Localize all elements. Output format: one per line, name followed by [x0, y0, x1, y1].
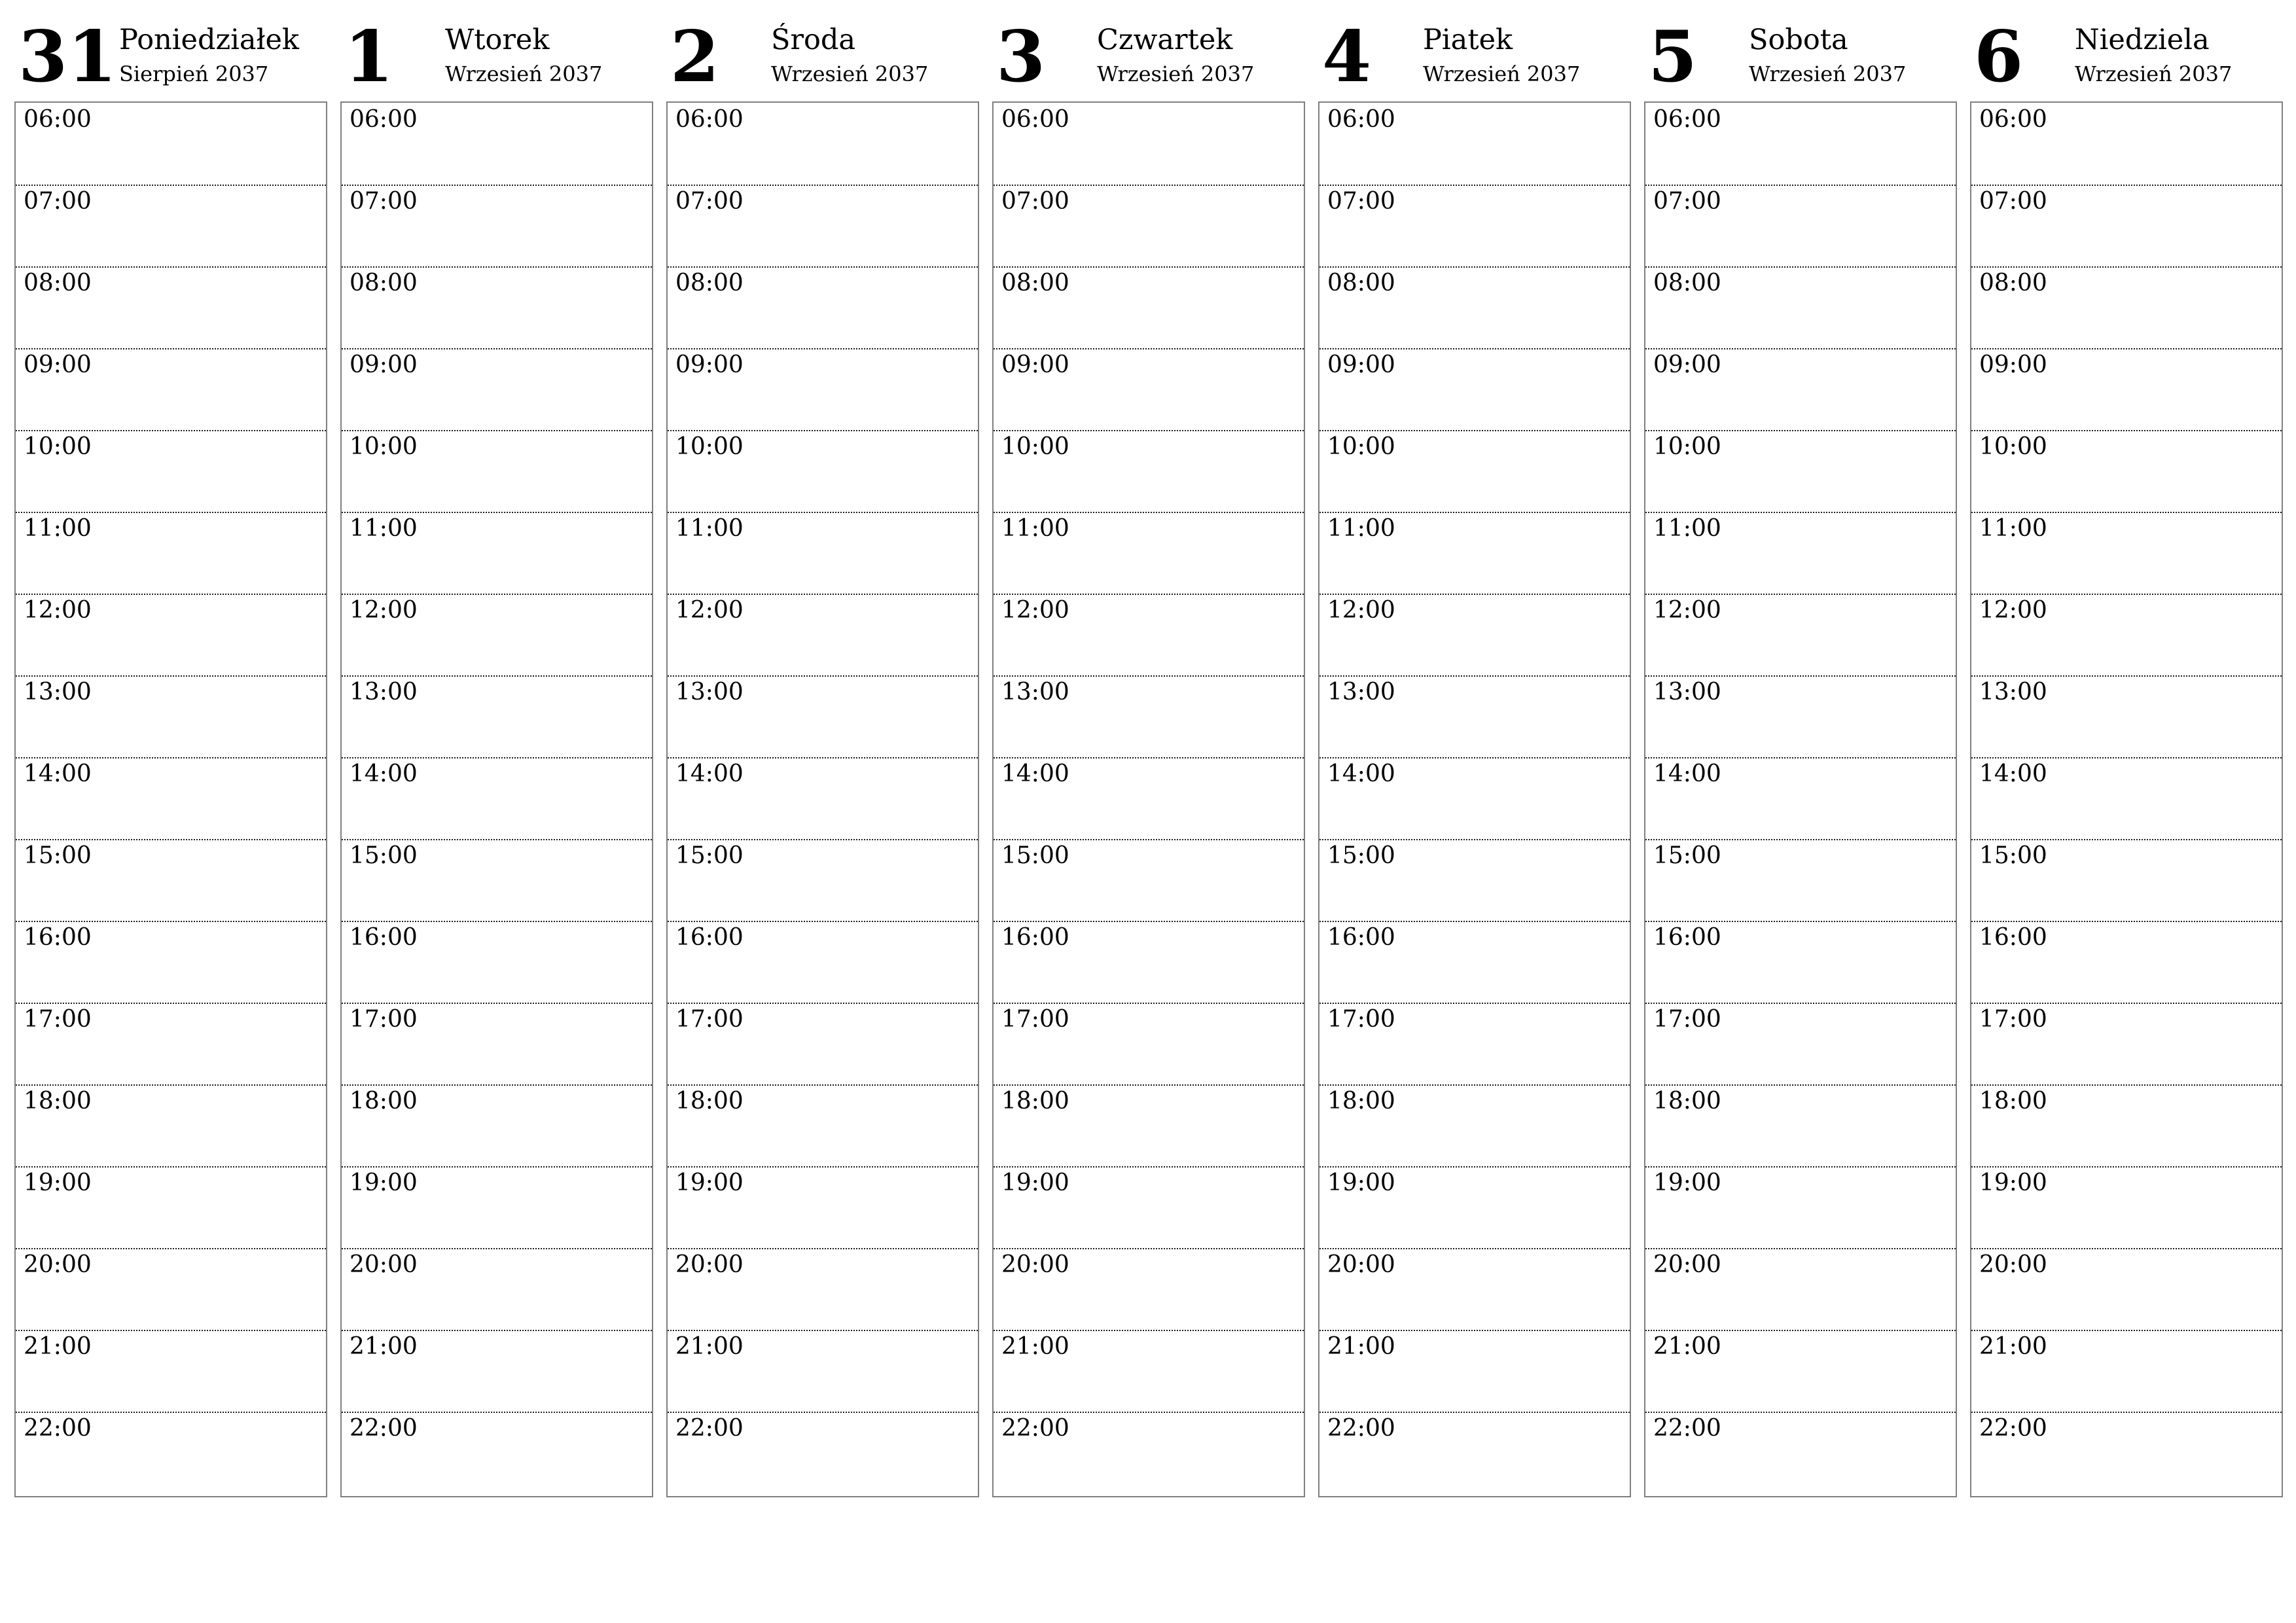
hour-label: 16:00	[1327, 924, 1395, 951]
day-name: Sobota	[1749, 24, 1848, 56]
hour-label: 06:00	[1979, 106, 2047, 133]
day-number: 2	[670, 16, 720, 98]
hour-label: 13:00	[24, 679, 92, 705]
hour-label: 11:00	[675, 515, 744, 542]
hour-slot[interactable]	[1971, 266, 2282, 349]
hour-slot[interactable]	[1645, 1084, 1956, 1168]
hour-label: 09:00	[1653, 351, 1721, 378]
hour-label: 15:00	[350, 842, 418, 869]
hour-slot[interactable]	[342, 675, 652, 758]
hour-label: 13:00	[1979, 679, 2047, 705]
hour-slot[interactable]	[1319, 1003, 1630, 1086]
day-column	[1318, 0, 1631, 1505]
hour-slot[interactable]	[342, 921, 652, 1004]
hour-slot[interactable]	[16, 675, 326, 758]
day-schedule-box	[14, 101, 327, 1497]
hour-label: 12:00	[675, 597, 744, 624]
hour-slot[interactable]	[16, 921, 326, 1004]
hour-slot[interactable]	[1319, 675, 1630, 758]
hour-slot[interactable]	[1319, 430, 1630, 513]
hour-slot[interactable]	[16, 266, 326, 349]
hour-slot[interactable]	[668, 1166, 978, 1249]
hour-label: 19:00	[1001, 1169, 1069, 1196]
hour-label: 19:00	[675, 1169, 744, 1196]
hour-label: 22:00	[350, 1415, 418, 1442]
day-month-year: Wrzesień 2037	[1423, 62, 1581, 86]
hour-slot[interactable]	[1971, 430, 2282, 513]
hour-slot[interactable]	[1319, 1412, 1630, 1493]
hour-label: 06:00	[1001, 106, 1069, 133]
day-schedule-box	[666, 101, 979, 1497]
day-name: Niedziela	[2075, 24, 2210, 56]
hour-slot[interactable]	[668, 185, 978, 268]
hour-slot[interactable]	[668, 1003, 978, 1086]
hour-slot[interactable]	[668, 675, 978, 758]
hour-label: 21:00	[350, 1333, 418, 1360]
hour-slot[interactable]	[16, 1084, 326, 1168]
day-number: 3	[996, 16, 1046, 98]
hour-slot[interactable]	[994, 757, 1304, 840]
hour-slot[interactable]	[994, 185, 1304, 268]
hour-label: 10:00	[1653, 433, 1721, 460]
hour-label: 06:00	[24, 106, 92, 133]
hour-slot[interactable]	[994, 1003, 1304, 1086]
hour-label: 18:00	[1327, 1088, 1395, 1115]
hour-slot[interactable]	[994, 921, 1304, 1004]
hour-slot[interactable]	[342, 430, 652, 513]
hour-label: 10:00	[1979, 433, 2047, 460]
hour-slot[interactable]	[668, 430, 978, 513]
hour-label: 12:00	[1979, 597, 2047, 624]
day-header	[1644, 0, 1957, 98]
hour-label: 13:00	[675, 679, 744, 705]
hour-label: 08:00	[350, 270, 418, 296]
hour-slot[interactable]	[1971, 757, 2282, 840]
hour-label: 21:00	[1001, 1333, 1069, 1360]
hour-slot[interactable]	[1645, 348, 1956, 431]
hour-slot[interactable]	[342, 1166, 652, 1249]
hour-label: 18:00	[1001, 1088, 1069, 1115]
hour-slot[interactable]	[342, 1003, 652, 1086]
hour-label: 08:00	[1327, 270, 1395, 296]
hour-slot[interactable]	[1645, 185, 1956, 268]
hour-label: 11:00	[1979, 515, 2047, 542]
hour-slot[interactable]	[1319, 1248, 1630, 1331]
hour-slot[interactable]	[1319, 103, 1630, 186]
hour-slot[interactable]	[1645, 675, 1956, 758]
hour-label: 17:00	[24, 1006, 92, 1033]
hour-slot[interactable]	[994, 594, 1304, 677]
day-header	[666, 0, 979, 98]
hour-label: 14:00	[1327, 760, 1395, 787]
hour-label: 10:00	[350, 433, 418, 460]
hour-slot[interactable]	[1971, 1003, 2282, 1086]
day-month-year: Wrzesień 2037	[445, 62, 603, 86]
hour-label: 17:00	[1327, 1006, 1395, 1033]
hour-slot[interactable]	[1645, 266, 1956, 349]
hour-slot[interactable]	[994, 266, 1304, 349]
hour-slot[interactable]	[16, 512, 326, 595]
hour-label: 22:00	[1979, 1415, 2047, 1442]
hour-label: 16:00	[1979, 924, 2047, 951]
hour-slot[interactable]	[1319, 1330, 1630, 1413]
day-name: Wtorek	[445, 24, 550, 56]
hour-label: 09:00	[1979, 351, 2047, 378]
hour-slot[interactable]	[994, 839, 1304, 922]
hour-label: 11:00	[350, 515, 418, 542]
hour-slot[interactable]	[668, 103, 978, 186]
hour-label: 20:00	[24, 1251, 92, 1278]
hour-label: 21:00	[1979, 1333, 2047, 1360]
day-name: Czwartek	[1097, 24, 1233, 56]
hour-label: 06:00	[350, 106, 418, 133]
hour-label: 21:00	[1327, 1333, 1395, 1360]
hour-slot[interactable]	[994, 675, 1304, 758]
hour-label: 08:00	[24, 270, 92, 296]
day-schedule-box	[1318, 101, 1631, 1497]
hour-label: 17:00	[1001, 1006, 1069, 1033]
hour-slot[interactable]	[668, 512, 978, 595]
day-month-year: Wrzesień 2037	[771, 62, 929, 86]
hour-slot[interactable]	[1645, 757, 1956, 840]
hour-slot[interactable]	[16, 185, 326, 268]
hour-label: 10:00	[675, 433, 744, 460]
hour-slot[interactable]	[1645, 1330, 1956, 1413]
hour-slot[interactable]	[994, 1412, 1304, 1493]
hour-slot[interactable]	[1645, 1412, 1956, 1493]
hour-label: 18:00	[24, 1088, 92, 1115]
hour-label: 13:00	[1653, 679, 1721, 705]
hour-slot[interactable]	[16, 430, 326, 513]
weekly-planner	[14, 0, 2292, 1505]
day-header	[14, 0, 327, 98]
hour-slot[interactable]	[16, 103, 326, 186]
hour-label: 09:00	[1327, 351, 1395, 378]
hour-label: 14:00	[24, 760, 92, 787]
hour-slot[interactable]	[1971, 512, 2282, 595]
hour-label: 07:00	[1001, 188, 1069, 215]
hour-label: 06:00	[1653, 106, 1721, 133]
day-name: Piatek	[1423, 24, 1513, 56]
hour-label: 17:00	[1979, 1006, 2047, 1033]
hour-label: 12:00	[1327, 597, 1395, 624]
hour-slot[interactable]	[1645, 1003, 1956, 1086]
hour-label: 16:00	[675, 924, 744, 951]
hour-slot[interactable]	[1319, 348, 1630, 431]
hour-slot[interactable]	[1645, 103, 1956, 186]
day-column	[992, 0, 1305, 1505]
hour-label: 08:00	[1653, 270, 1721, 296]
hour-slot[interactable]	[668, 348, 978, 431]
hour-slot[interactable]	[668, 266, 978, 349]
hour-label: 22:00	[1653, 1415, 1721, 1442]
hour-slot[interactable]	[1971, 103, 2282, 186]
hour-slot[interactable]	[16, 1248, 326, 1331]
hour-label: 22:00	[24, 1415, 92, 1442]
hour-slot[interactable]	[1319, 185, 1630, 268]
hour-label: 18:00	[1979, 1088, 2047, 1115]
day-schedule-box	[992, 101, 1305, 1497]
hour-slot[interactable]	[668, 1084, 978, 1168]
day-number: 31	[18, 16, 117, 98]
hour-slot[interactable]	[1645, 430, 1956, 513]
hour-label: 19:00	[1653, 1169, 1721, 1196]
hour-label: 12:00	[24, 597, 92, 624]
hour-label: 11:00	[1327, 515, 1395, 542]
hour-label: 10:00	[1327, 433, 1395, 460]
hour-slot[interactable]	[1971, 921, 2282, 1004]
hour-label: 14:00	[1979, 760, 2047, 787]
hour-label: 10:00	[1001, 433, 1069, 460]
day-number: 5	[1648, 16, 1698, 98]
day-month-year: Sierpień 2037	[119, 62, 269, 86]
hour-label: 18:00	[675, 1088, 744, 1115]
hour-slot[interactable]	[1319, 1084, 1630, 1168]
day-column	[1970, 0, 2283, 1505]
hour-label: 16:00	[1001, 924, 1069, 951]
hour-label: 20:00	[350, 1251, 418, 1278]
hour-label: 08:00	[1001, 270, 1069, 296]
hour-label: 07:00	[1653, 188, 1721, 215]
hour-slot[interactable]	[668, 757, 978, 840]
hour-label: 14:00	[1001, 760, 1069, 787]
hour-label: 09:00	[675, 351, 744, 378]
hour-label: 09:00	[1001, 351, 1069, 378]
hour-label: 20:00	[1001, 1251, 1069, 1278]
hour-slot[interactable]	[342, 594, 652, 677]
hour-label: 07:00	[1327, 188, 1395, 215]
hour-label: 09:00	[24, 351, 92, 378]
day-column	[340, 0, 653, 1505]
hour-label: 07:00	[1979, 188, 2047, 215]
hour-slot[interactable]	[1971, 1412, 2282, 1493]
hour-slot[interactable]	[1645, 594, 1956, 677]
hour-label: 15:00	[1001, 842, 1069, 869]
hour-label: 22:00	[1327, 1415, 1395, 1442]
day-name: Środa	[771, 24, 856, 56]
hour-label: 20:00	[675, 1251, 744, 1278]
hour-slot[interactable]	[342, 266, 652, 349]
hour-slot[interactable]	[1971, 185, 2282, 268]
hour-slot[interactable]	[994, 1166, 1304, 1249]
hour-label: 21:00	[675, 1333, 744, 1360]
hour-slot[interactable]	[342, 512, 652, 595]
hour-label: 15:00	[1327, 842, 1395, 869]
hour-slot[interactable]	[16, 348, 326, 431]
day-header	[340, 0, 653, 98]
hour-label: 21:00	[1653, 1333, 1721, 1360]
day-name: Poniedziałek	[119, 24, 299, 56]
hour-label: 07:00	[350, 188, 418, 215]
hour-label: 06:00	[675, 106, 744, 133]
hour-label: 09:00	[350, 351, 418, 378]
hour-label: 12:00	[1653, 597, 1721, 624]
hour-label: 19:00	[350, 1169, 418, 1196]
hour-slot[interactable]	[1971, 348, 2282, 431]
hour-slot[interactable]	[342, 1248, 652, 1331]
hour-slot[interactable]	[1645, 1166, 1956, 1249]
hour-slot[interactable]	[342, 185, 652, 268]
hour-slot[interactable]	[16, 839, 326, 922]
day-number: 1	[344, 16, 394, 98]
hour-slot[interactable]	[16, 757, 326, 840]
hour-slot[interactable]	[994, 348, 1304, 431]
hour-label: 11:00	[1653, 515, 1721, 542]
hour-slot[interactable]	[994, 1248, 1304, 1331]
hour-slot[interactable]	[342, 1330, 652, 1413]
hour-slot[interactable]	[342, 103, 652, 186]
hour-slot[interactable]	[16, 1003, 326, 1086]
day-column	[1644, 0, 1957, 1505]
hour-label: 14:00	[675, 760, 744, 787]
hour-slot[interactable]	[1971, 1084, 2282, 1168]
hour-label: 15:00	[675, 842, 744, 869]
hour-slot[interactable]	[668, 839, 978, 922]
day-column	[14, 0, 327, 1505]
day-schedule-box	[340, 101, 653, 1497]
hour-label: 15:00	[1979, 842, 2047, 869]
hour-label: 08:00	[675, 270, 744, 296]
hour-label: 08:00	[1979, 270, 2047, 296]
day-number: 6	[1974, 16, 2024, 98]
hour-slot[interactable]	[16, 1412, 326, 1493]
hour-slot[interactable]	[668, 921, 978, 1004]
hour-slot[interactable]	[994, 512, 1304, 595]
day-month-year: Wrzesień 2037	[2075, 62, 2233, 86]
hour-label: 19:00	[1327, 1169, 1395, 1196]
hour-slot[interactable]	[994, 430, 1304, 513]
hour-slot[interactable]	[1645, 1248, 1956, 1331]
hour-slot[interactable]	[668, 1248, 978, 1331]
hour-label: 17:00	[675, 1006, 744, 1033]
hour-slot[interactable]	[1319, 921, 1630, 1004]
hour-slot[interactable]	[1971, 594, 2282, 677]
hour-label: 20:00	[1327, 1251, 1395, 1278]
hour-label: 11:00	[24, 515, 92, 542]
hour-label: 21:00	[24, 1333, 92, 1360]
hour-slot[interactable]	[1971, 1166, 2282, 1249]
hour-label: 13:00	[350, 679, 418, 705]
hour-slot[interactable]	[1319, 512, 1630, 595]
hour-label: 13:00	[1327, 679, 1395, 705]
hour-slot[interactable]	[668, 1330, 978, 1413]
hour-label: 14:00	[350, 760, 418, 787]
day-schedule-box	[1970, 101, 2283, 1497]
hour-slot[interactable]	[1971, 839, 2282, 922]
hour-slot[interactable]	[1319, 594, 1630, 677]
hour-slot[interactable]	[342, 1412, 652, 1493]
hour-label: 10:00	[24, 433, 92, 460]
hour-slot[interactable]	[342, 348, 652, 431]
hour-slot[interactable]	[668, 594, 978, 677]
day-month-year: Wrzesień 2037	[1097, 62, 1255, 86]
hour-label: 16:00	[1653, 924, 1721, 951]
hour-slot[interactable]	[16, 1330, 326, 1413]
day-number: 4	[1322, 16, 1372, 98]
hour-slot[interactable]	[1645, 512, 1956, 595]
hour-slot[interactable]	[1319, 757, 1630, 840]
hour-slot[interactable]	[16, 1166, 326, 1249]
hour-slot[interactable]	[1319, 266, 1630, 349]
hour-label: 22:00	[1001, 1415, 1069, 1442]
hour-slot[interactable]	[342, 757, 652, 840]
day-header	[1318, 0, 1631, 98]
hour-label: 13:00	[1001, 679, 1069, 705]
hour-slot[interactable]	[994, 1330, 1304, 1413]
day-header	[992, 0, 1305, 98]
hour-label: 15:00	[1653, 842, 1721, 869]
hour-slot[interactable]	[1319, 1166, 1630, 1249]
hour-label: 18:00	[1653, 1088, 1721, 1115]
hour-label: 12:00	[350, 597, 418, 624]
hour-slot[interactable]	[342, 1084, 652, 1168]
hour-slot[interactable]	[16, 594, 326, 677]
hour-label: 07:00	[24, 188, 92, 215]
hour-slot[interactable]	[1645, 921, 1956, 1004]
hour-slot[interactable]	[994, 1084, 1304, 1168]
day-month-year: Wrzesień 2037	[1749, 62, 1907, 86]
day-column	[666, 0, 979, 1505]
hour-label: 16:00	[350, 924, 418, 951]
hour-slot[interactable]	[1971, 675, 2282, 758]
hour-label: 22:00	[675, 1415, 744, 1442]
hour-label: 19:00	[24, 1169, 92, 1196]
hour-slot[interactable]	[342, 839, 652, 922]
hour-label: 19:00	[1979, 1169, 2047, 1196]
hour-label: 20:00	[1653, 1251, 1721, 1278]
hour-slot[interactable]	[668, 1412, 978, 1493]
hour-label: 17:00	[1653, 1006, 1721, 1033]
hour-label: 07:00	[675, 188, 744, 215]
hour-label: 18:00	[350, 1088, 418, 1115]
hour-label: 20:00	[1979, 1251, 2047, 1278]
hour-slot[interactable]	[1971, 1330, 2282, 1413]
hour-label: 15:00	[24, 842, 92, 869]
hour-slot[interactable]	[994, 103, 1304, 186]
hour-label: 17:00	[350, 1006, 418, 1033]
hour-label: 14:00	[1653, 760, 1721, 787]
hour-slot[interactable]	[1645, 839, 1956, 922]
hour-label: 11:00	[1001, 515, 1069, 542]
day-header	[1970, 0, 2283, 98]
hour-label: 12:00	[1001, 597, 1069, 624]
hour-label: 06:00	[1327, 106, 1395, 133]
hour-label: 16:00	[24, 924, 92, 951]
day-schedule-box	[1644, 101, 1957, 1497]
hour-slot[interactable]	[1971, 1248, 2282, 1331]
hour-slot[interactable]	[1319, 839, 1630, 922]
